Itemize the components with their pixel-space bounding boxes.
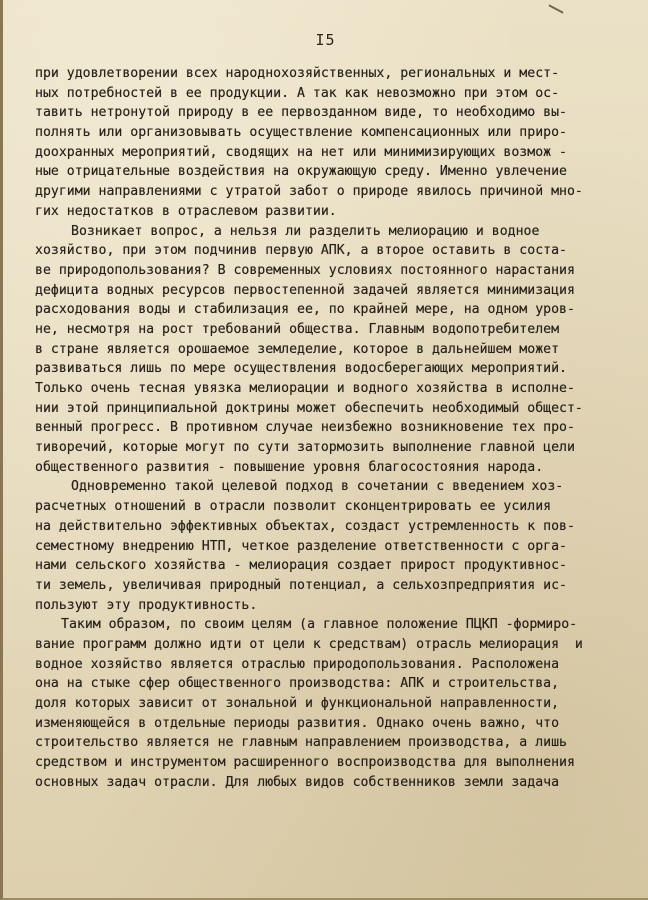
text-line: расходования воды и стабилизация ее, по крайней мере, на одном уров- — [35, 302, 575, 318]
text-line: строительство является не главным направлением производства, а лишь — [35, 735, 567, 751]
text-line: водное хозяйство является отраслью природопользования. Расположена — [35, 656, 560, 672]
text-line: доохранных мероприятий, сводящих на нет или минимизирующих возмож - — [35, 144, 567, 160]
body-text — [35, 64, 619, 792]
text-line: вание программ должно идти от цели к средствам) отрасль мелиорация и — [35, 636, 583, 652]
text-line: нами сельского хозяйства - мелиорация создает прирост продуктивнос- — [35, 558, 567, 574]
text-line: при удовлетворении всех народнохозяйственных, региональных и мест- — [35, 66, 560, 81]
text-line: не, несмотря на рост требований общества. Главным водопотребителем — [35, 321, 560, 337]
text-line: Только очень тесная увязка мелиорации и водного хозяйства в исполне- — [35, 381, 575, 396]
text-line: ве природопользования? В современных условиях постоянного нарастания — [35, 262, 575, 278]
text-line: хозяйство, при этом подчинив первую АПК, а второе оставить в соста- — [35, 243, 567, 259]
text-line: полнять или организовывать осуществление компенсационных или приро- — [35, 125, 567, 141]
text-line: доля которых зависит от зональной и функциональной направленности, — [35, 696, 560, 711]
text-line: расчетных отношений в отрасли позволит сконцентрировать ее усилия — [35, 499, 552, 515]
text-line: изменяющейся в отдельные периоды развития. Однако очень важно, что — [35, 715, 560, 731]
paragraph-start-line: Возникает вопрос, а нельзя ли разделить мелиорацию и водное — [71, 223, 540, 239]
text-line: тавить нетронутой природу в ее первозданном виде, то необходимо вы- — [35, 105, 567, 121]
text-line: на действительно эффективных объектах, создаст устремленность к пов- — [35, 518, 575, 534]
text-line: в стране является орошаемое земледелие, которое в дальнейшем может — [35, 341, 560, 357]
text-line: семестному внедрению НТП, четкое разделение ответственности с орга- — [35, 538, 567, 554]
text-line: пользуют эту продуктивность. — [35, 597, 258, 613]
text-line: общественного развития - повышение уровня благосостояния народа. — [35, 459, 544, 475]
text-line: развиваться лишь по мере осуществления водосберегающих мероприятий. — [35, 361, 567, 377]
text-line: она на стыке сфер общественного производства: АПК и строительства, — [35, 676, 560, 692]
text-line: нии этой принципиальной доктрины может обеспечить необходимый общест- — [35, 400, 583, 416]
text-line: дефицита водных ресурсов первостепенной задачей является минимизация — [35, 282, 575, 298]
paragraph-start-line: Таким образом, по своим целям (а главное положение ПЦКП -формиро- — [61, 617, 578, 633]
text-line: венный прогресс. В противном случае неизбежно возникновение тех про- — [35, 420, 575, 436]
paragraph-start-line: Одновременно такой целевой подход в сочетании с введением хоз- — [71, 479, 564, 495]
text-line: основных задач отрасли. Для любых видов собственников земли задача — [35, 774, 560, 790]
text-line: ные отрицательные воздействия на окружающую среду. Именно увлечение — [35, 164, 567, 180]
page-number: I5 — [315, 31, 336, 49]
text-line: гих недостатков в отраслевом развитии. — [35, 203, 337, 219]
text-line: средством и инструментом расширенного воспроизводства для выполнения — [35, 755, 575, 771]
corner-scratch-mark — [548, 4, 563, 13]
text-line: ных потребностей в ее продукции. А так как невозможно при этом ос- — [35, 85, 560, 101]
text-line: ти земель, увеличивая природный потенциал, а сельхозпредприятия ис- — [35, 577, 567, 593]
text-line: тиворечий, которые могут по сути затормозить выполнение главной цели — [35, 440, 575, 456]
text-line: другими направлениями с утратой забот о природе явилось причиной мно- — [35, 184, 583, 200]
